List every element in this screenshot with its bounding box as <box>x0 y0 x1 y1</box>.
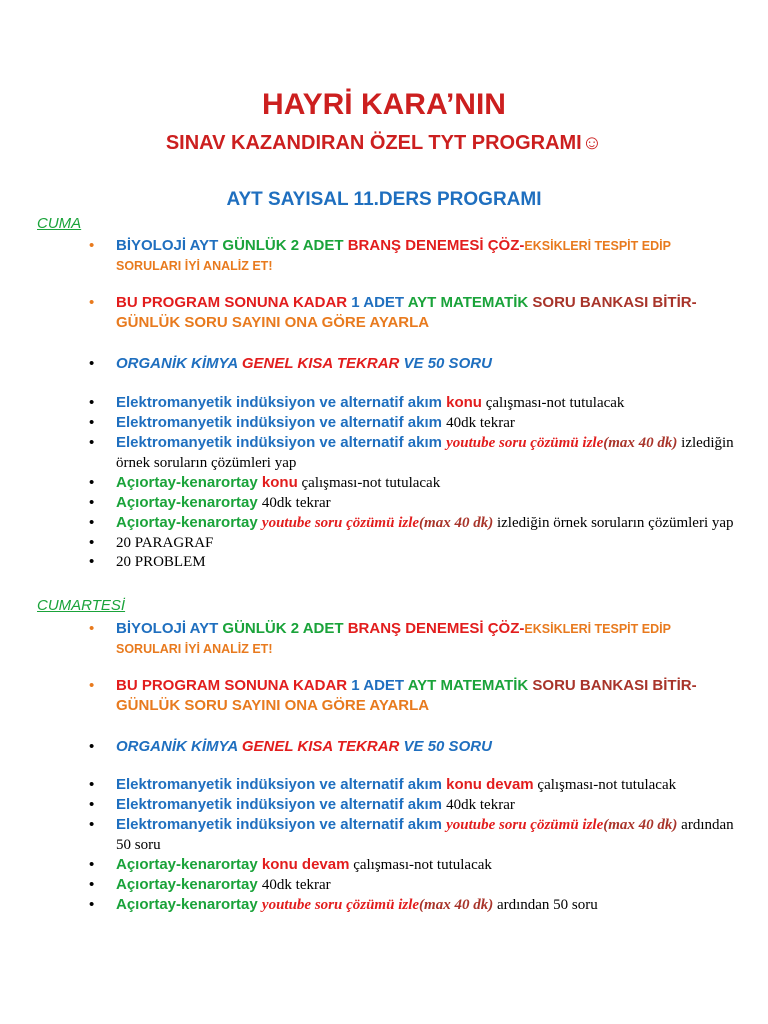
list-item-program <box>0 676 768 716</box>
document-subtitle <box>0 132 768 155</box>
item-text: youtube soru çözümü izle <box>446 435 604 451</box>
item-text: çalışması-not tutulacak <box>533 777 677 793</box>
item-text: 40dk tekrar <box>261 495 331 511</box>
day-heading-cuma: CUMA <box>37 215 82 232</box>
bullet-icon: • <box>89 414 95 431</box>
item-text: youtube soru çözümü izle <box>261 897 420 913</box>
item-text: Açıortay-kenarortay <box>116 856 262 873</box>
item-text: AYT MATEMATİK <box>407 294 533 311</box>
item-text: 20 PROBLEM <box>116 554 206 570</box>
item-text: VE 50 SORU <box>403 355 492 372</box>
list-item <box>0 493 768 513</box>
item-text: BİYOLOJİ <box>116 620 190 637</box>
list-item <box>0 875 768 895</box>
item-text: konu <box>261 474 298 491</box>
item-text: Elektromanyetik indüksiyon ve alternatif akım <box>116 394 447 411</box>
smiley-icon: ☺ <box>581 132 603 154</box>
list-item-biyoloji <box>0 619 768 659</box>
item-text: GÜNLÜK SORU SAYINI ONA GÖRE AYARLA <box>116 697 430 714</box>
item-text: BU PROGRAM SONUNA KADAR <box>116 677 352 694</box>
bullet-icon: • <box>89 534 95 551</box>
bullet-icon: • <box>89 896 95 913</box>
list-item <box>0 895 768 915</box>
item-text: BRANŞ DENEMESİ ÇÖZ- <box>347 620 525 637</box>
item-text: ORGANİK KİMYA <box>116 355 242 372</box>
item-text: izlediğin örnek soruların çözümleri yap <box>493 515 734 531</box>
item-text: 40dk tekrar <box>261 877 331 893</box>
item-text: Elektromanyetik indüksiyon ve alternatif akım <box>116 816 447 833</box>
item-text: SORU BANKASI BİTİR- <box>532 294 697 311</box>
item-text: 40dk tekrar <box>446 415 515 431</box>
item-text: 40dk tekrar <box>446 797 515 813</box>
bullet-icon: • <box>89 553 95 570</box>
item-text: AYT MATEMATİK <box>407 677 533 694</box>
bullet-icon: • <box>89 856 95 873</box>
item-text: BİYOLOJİ <box>116 237 190 254</box>
list-item <box>0 855 768 875</box>
item-text: çalışması-not tutulacak <box>349 857 492 873</box>
item-text: Elektromanyetik indüksiyon ve alternatif akım <box>116 414 447 431</box>
item-text: EKSİKLERİ TESPİT EDİP SORULARI İYİ ANALİZ ET! <box>116 622 671 656</box>
cumartesi-list-2 <box>0 676 768 716</box>
program-title: AYT SAYISAL 11.DERS PROGRAMI <box>226 189 542 210</box>
bullet-icon: • <box>89 876 95 893</box>
bullet-icon: • <box>89 677 95 694</box>
bullet-icon: • <box>89 738 95 755</box>
item-text: (max 40 dk) <box>603 817 678 833</box>
item-text: AYT <box>189 237 223 254</box>
document-title: HAYRİ KARA’NIN <box>262 88 506 121</box>
cuma-list-3 <box>0 354 768 374</box>
list-item <box>0 795 768 815</box>
item-text: Açıortay-kenarortay <box>116 876 262 893</box>
cuma-list-2 <box>0 293 768 333</box>
bullet-icon: • <box>89 237 95 254</box>
item-text: konu <box>446 394 482 411</box>
bullet-icon: • <box>89 394 95 411</box>
list-item-organik <box>0 737 768 757</box>
item-text: 20 PARAGRAF <box>116 535 214 551</box>
list-item <box>0 775 768 795</box>
item-text: 1 ADET <box>351 294 408 311</box>
list-item-organik <box>0 354 768 374</box>
list-item <box>0 513 768 533</box>
list-item <box>0 552 768 571</box>
list-item <box>0 413 768 433</box>
bullet-icon: • <box>89 796 95 813</box>
cuma-list-4 <box>0 393 768 571</box>
item-text: çalışması-not tutulacak <box>297 475 441 491</box>
item-text: (max 40 dk) <box>419 515 494 531</box>
item-text: Açıortay-kenarortay <box>116 514 262 531</box>
item-text: GÜNLÜK 2 ADET <box>222 237 348 254</box>
item-text: youtube soru çözümü izle <box>446 817 604 833</box>
bullet-icon: • <box>89 514 95 531</box>
bullet-icon: • <box>89 434 95 451</box>
item-text: GÜNLÜK 2 ADET <box>222 620 348 637</box>
list-item <box>0 533 768 552</box>
item-text: AYT <box>189 620 223 637</box>
item-text: GÜNLÜK SORU SAYINI ONA GÖRE AYARLA <box>116 314 430 331</box>
item-text: Elektromanyetik indüksiyon ve alternatif akım <box>116 434 447 451</box>
item-text: 1 ADET <box>351 677 408 694</box>
subtitle-text: SINAV KAZANDIRAN ÖZEL TYT PROGRAMI <box>165 132 582 154</box>
item-text: VE 50 SORU <box>403 738 492 755</box>
item-text: çalışması-not tutulacak <box>481 395 625 411</box>
item-text: Açıortay-kenarortay <box>116 896 262 913</box>
day-heading-cumartesi: CUMARTESİ <box>37 597 126 614</box>
cumartesi-list-3 <box>0 737 768 757</box>
item-text: EKSİKLERİ TESPİT EDİP SORULARI İYİ ANALİZ ET! <box>116 239 671 273</box>
bullet-icon: • <box>89 620 95 637</box>
list-item <box>0 433 768 473</box>
item-text: konu devam <box>446 776 534 793</box>
bullet-icon: • <box>89 494 95 511</box>
item-text: BU PROGRAM SONUNA KADAR <box>116 294 352 311</box>
item-text: ardından 50 soru <box>493 897 598 913</box>
item-text: Açıortay-kenarortay <box>116 494 262 511</box>
list-item <box>0 473 768 493</box>
list-item <box>0 393 768 413</box>
bullet-icon: • <box>89 776 95 793</box>
list-item <box>0 815 768 855</box>
bullet-icon: • <box>89 816 95 833</box>
item-text: youtube soru çözümü izle <box>261 515 420 531</box>
item-text: ardından 50 soru <box>116 817 734 853</box>
bullet-icon: • <box>89 474 95 491</box>
item-text: ORGANİK KİMYA <box>116 738 242 755</box>
bullet-icon: • <box>89 294 95 311</box>
item-text: Elektromanyetik indüksiyon ve alternatif akım <box>116 796 447 813</box>
cumartesi-list <box>0 619 768 659</box>
item-text: SORU BANKASI BİTİR- <box>532 677 697 694</box>
item-text: (max 40 dk) <box>603 435 678 451</box>
item-text: (max 40 dk) <box>419 897 494 913</box>
item-text: GENEL KISA TEKRAR <box>241 738 404 755</box>
item-text: konu devam <box>261 856 350 873</box>
item-text: Elektromanyetik indüksiyon ve alternatif akım <box>116 776 447 793</box>
bullet-icon: • <box>89 355 95 372</box>
item-text: izlediğin örnek soruların çözümleri yap <box>116 435 734 471</box>
item-text: BRANŞ DENEMESİ ÇÖZ- <box>347 237 525 254</box>
list-item-biyoloji <box>0 236 768 276</box>
item-text: Açıortay-kenarortay <box>116 474 262 491</box>
item-text: GENEL KISA TEKRAR <box>241 355 404 372</box>
list-item-program <box>0 293 768 333</box>
cuma-list <box>0 236 768 276</box>
cumartesi-list-4 <box>0 775 768 915</box>
